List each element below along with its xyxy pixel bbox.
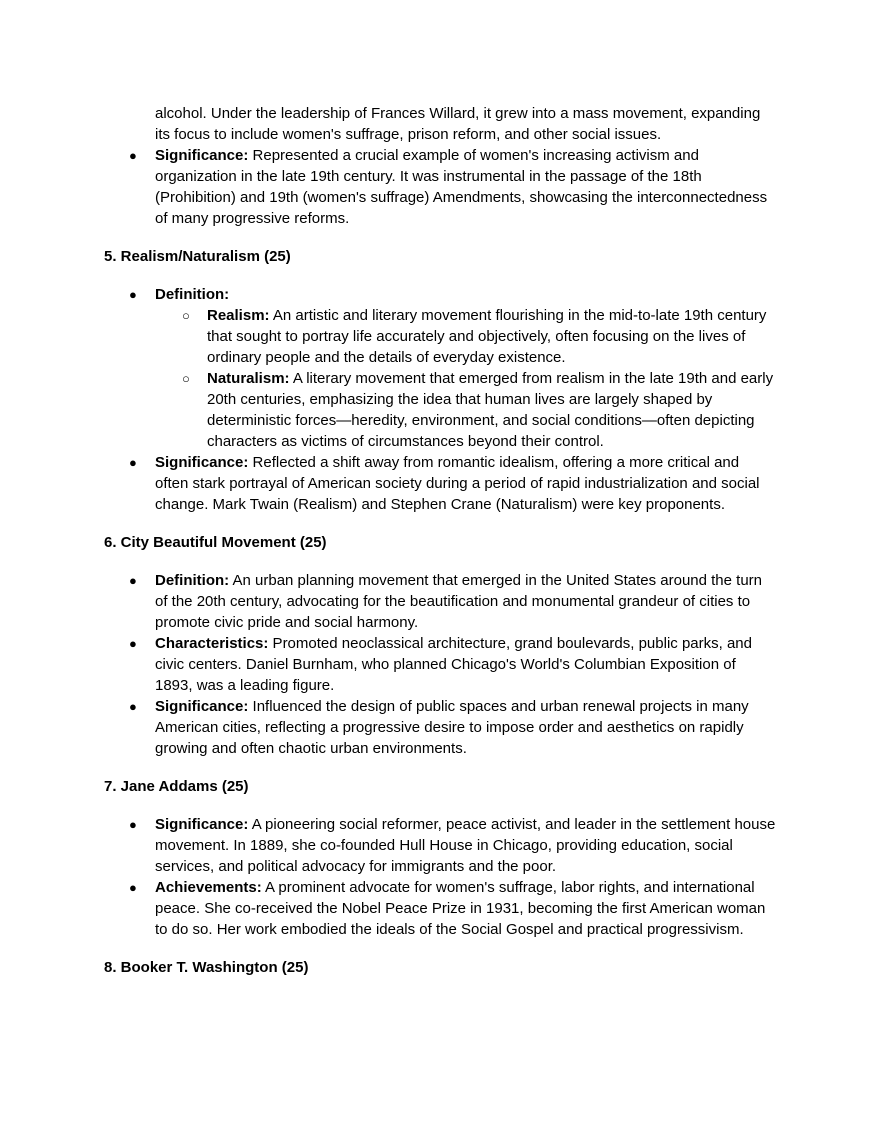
document-body [104, 103, 776, 995]
item-label: Significance: [155, 816, 249, 833]
item-label: Naturalism: [207, 370, 290, 387]
list-item [104, 633, 776, 696]
item-label: Definition: [155, 572, 230, 589]
list-item [104, 814, 776, 877]
item-text: A literary movement that emerged from realism in the late 19th and early 20th centuries, emphasizing the idea that human lives are largely shaped by deterministic forces—heredity, environment, and social conditions—often depicting characters as victims of circumstances beyond their control. [207, 370, 774, 450]
item-label: Significance: [155, 454, 249, 471]
list-item [104, 570, 776, 633]
item-text: An artistic and literary movement flourishing in the mid-to-late 19th century that sought to portray life accurately and objectively, often focusing on the lives of ordinary people and the details of everyday existence. [207, 307, 767, 366]
bullet-list [104, 284, 776, 515]
section-heading: 8. Booker T. Washington (25) [104, 959, 309, 976]
item-text: A pioneering social reformer, peace activist, and leader in the settlement house movement. In 1889, she co-founded Hull House in Chicago, providing education, social services, and political advocacy for immigrants and the poor. [155, 816, 776, 875]
item-text: An urban planning movement that emerged in the United States around the turn of the 20th century, advocating for the beautification and monumental grandeur of cities to promote civic pride and social harmony. [155, 572, 763, 631]
section-heading: 7. Jane Addams (25) [104, 778, 249, 795]
item-label: Significance: [155, 147, 249, 164]
item-text: Promoted neoclassical architecture, grand boulevards, public parks, and civic centers. Daniel Burnham, who planned Chicago's World's Columbian Exposition of 1893, was a leading figure. [155, 635, 752, 694]
item-label: Definition: [155, 286, 230, 303]
item-label: Significance: [155, 698, 249, 715]
section-heading: 5. Realism/Naturalism (25) [104, 248, 291, 265]
sub-list [155, 305, 776, 452]
item-text: Influenced the design of public spaces and urban renewal projects in many American cities, reflecting a progressive desire to impose order and aesthetics on rapidly growing and often chaotic urban environments. [155, 698, 749, 757]
list-item [104, 145, 776, 229]
section-heading: 6. City Beautiful Movement (25) [104, 534, 327, 551]
item-text: A prominent advocate for women's suffrage, labor rights, and international peace. She co-received the Nobel Peace Prize in 1931, becoming the first American woman to do so. Her work embodied the ideals of the Social Gospel and practical progressivism. [155, 879, 766, 938]
bullet-list [104, 570, 776, 759]
list-item [104, 452, 776, 515]
sub-list-item [155, 368, 776, 452]
item-label: Achievements: [155, 879, 262, 896]
bullet-list [104, 145, 776, 229]
paragraph-continuation: alcohol. Under the leadership of Frances Willard, it grew into a mass movement, expanding its focus to include women's suffrage, prison reform, and other social issues. [155, 105, 761, 143]
list-item [104, 877, 776, 940]
item-label: Realism: [207, 307, 270, 324]
item-text: Represented a crucial example of women's increasing activism and organization in the late 19th century. It was instrumental in the passage of the 18th (Prohibition) and 19th (women's suffrage) Amendments, showcasing the interconnectedness of many progressive reforms. [155, 147, 768, 227]
bullet-list [104, 814, 776, 940]
list-item [104, 284, 776, 452]
sub-list-item [155, 305, 776, 368]
list-item [104, 696, 776, 759]
item-label: Characteristics: [155, 635, 269, 652]
item-text: Reflected a shift away from romantic idealism, offering a more critical and often stark portrayal of American society during a period of rapid industrialization and social change. Mark Twain (Realism) and Stephen Crane (Naturalism) were key proponents. [155, 454, 760, 513]
